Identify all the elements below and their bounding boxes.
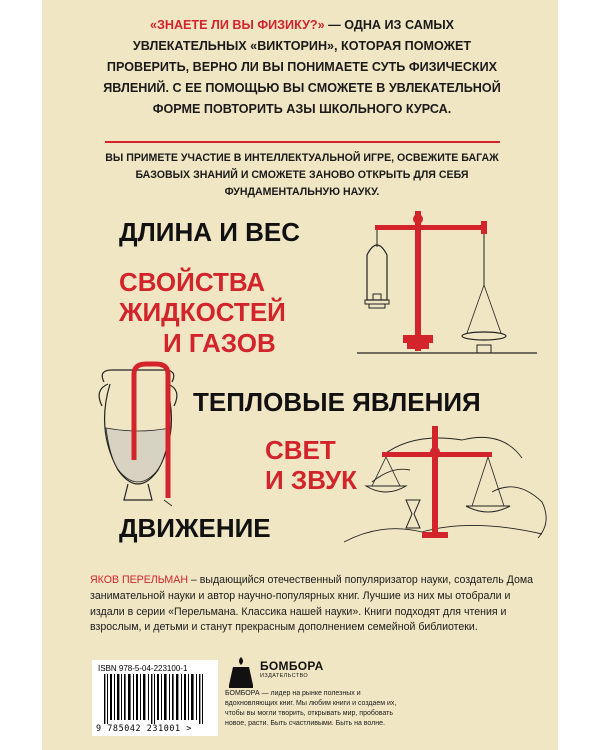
- back-cover: [42, 0, 558, 750]
- siphon-vessel-illustration: [94, 360, 204, 510]
- intro-highlight: «ЗНАЕТЕ ЛИ ВЫ: [149, 18, 254, 32]
- intro-text: [102, 15, 502, 120]
- author-bio-text: – выдающийся отечественный популяризатор науки, создатель Дома занимательной науки и автор научно-популярных книг. Лучшие из них мы отобрали и издали в серии «Перельмана. Классика нашей науки». Книги подходят для чтения и взрослым, и детьми и станут прекрасным дополнением семейной библиотеки.: [90, 574, 534, 634]
- topic-motion: ДВИЖЕНИЕ: [119, 513, 271, 543]
- publisher-blurb-text: — лидер на рынке полезных и вдохновляющих книг. Мы любим книги и создаем их, чтобы вы могли творить, открывать мир, пробовать новое, расти. Быть счастливыми. Быть на волне.: [225, 690, 397, 727]
- topic-liquids-line3: И ГАЗОВ: [163, 328, 276, 358]
- publisher-name: БОМБОРА: [260, 659, 324, 673]
- publisher-subtitle: ИЗДАТЕЛЬСТВО: [260, 673, 309, 679]
- intro-body: — ОДНА ИЗ САМЫХ УВЛЕКАТЕЛЬНЫХ «ВИКТОРИН», КОТОРАЯ ПОМОЖЕТ ПРОВЕРИТЬ, ВЕРНО ЛИ ВЫ ПОНИМАЕТЕ СУТЬ ФИЗИЧЕСКИХ ЯВЛЕНИЙ. С ЕЕ ПОМОЩЬЮ ВЫ СМОЖЕТЕ В УВЛЕКАТЕЛЬНОЙ ФОРМЕ ПОВТОРИТЬ АЗЫ ШКОЛЬНОГО КУРСА.: [103, 18, 501, 116]
- topic-light-sound-line2: И ЗВУК: [265, 465, 358, 495]
- topic-liquids-line2: ЖИДКОСТЕЙ: [119, 297, 286, 327]
- bombora-logo-icon: [225, 655, 257, 689]
- topic-thermal: ТЕПЛОВЫЕ ЯВЛЕНИЯ: [193, 387, 481, 417]
- justice-scale-illustration: [342, 422, 552, 562]
- intro-highlight: ФИЗИКУ?»: [257, 18, 325, 32]
- barcode: [92, 660, 218, 736]
- publisher-blurb: [225, 689, 415, 729]
- publisher-blurb-name: БОМБОРА: [225, 690, 260, 697]
- divider-line: [105, 141, 500, 143]
- topic-length-weight: ДЛИНА И ВЕС: [119, 217, 301, 247]
- barcode-digits: 9 785042 231001 >: [96, 723, 192, 733]
- author-name: ЯКОВ ПЕРЕЛЬМАН: [90, 574, 188, 586]
- author-bio: [90, 573, 538, 636]
- topic-light-sound-line1: СВЕТ: [265, 435, 336, 465]
- subtitle-text: ВЫ ПРИМЕТЕ УЧАСТИЕ В ИНТЕЛЛЕКТУАЛЬНОЙ ИГРЕ, ОСВЕЖИТЕ БАГАЖ БАЗОВЫХ ЗНАНИЙ И СМОЖЕТЕ ЗАНОВО ОТКРЫТЬ ДЛЯ СЕБЯ ФУНДАМЕНТАЛЬНУЮ НАУКУ.: [105, 152, 499, 198]
- topic-liquids-line1: СВОЙСТВА: [119, 267, 266, 297]
- isbn-text: ISBN 978-5-04-223100-1: [98, 664, 188, 673]
- balance-scale-illustration: [337, 205, 547, 360]
